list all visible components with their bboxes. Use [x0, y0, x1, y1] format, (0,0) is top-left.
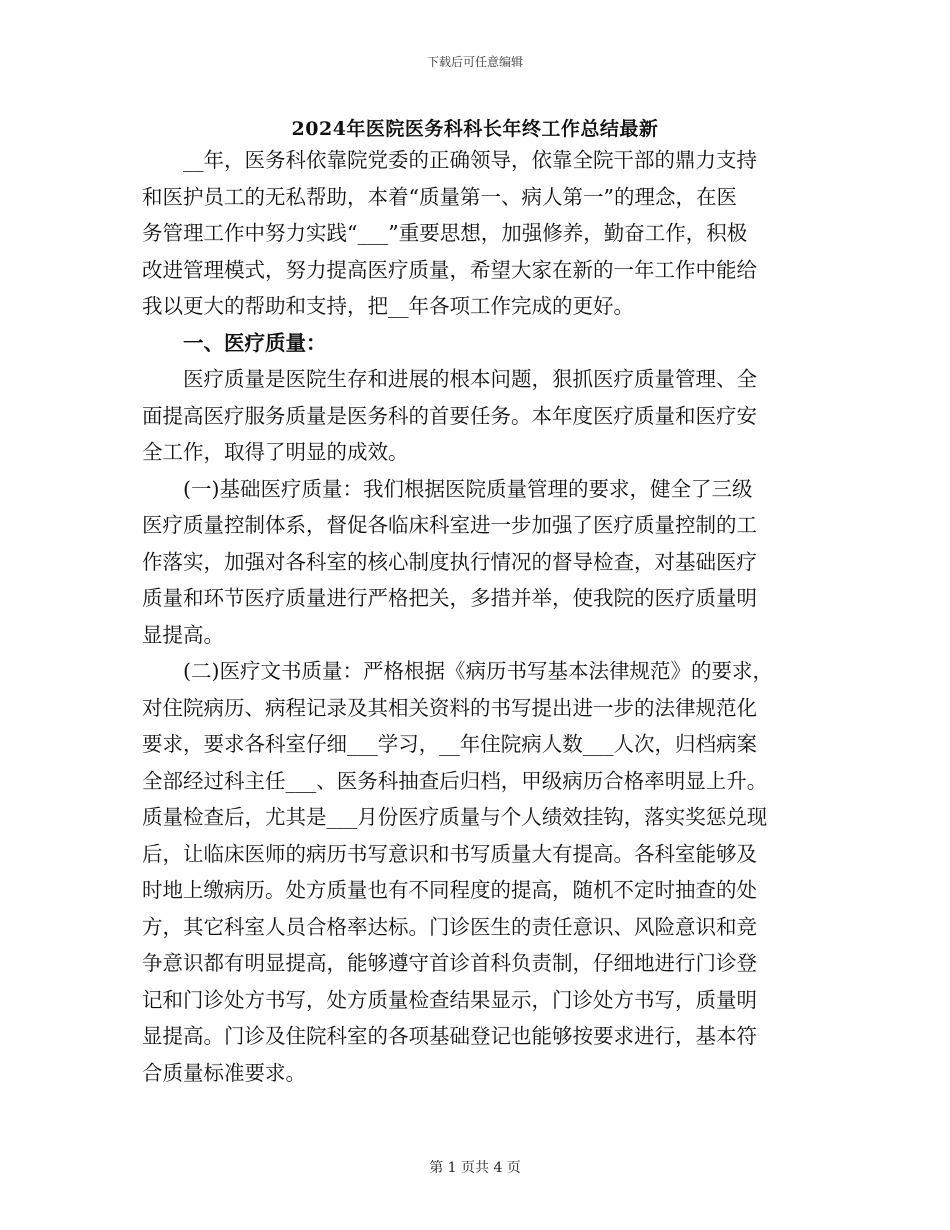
text-line: 全部经过科主任___、医务科抽查后归档，甲级病历合格率明显上升。 — [142, 768, 768, 793]
document-body — [142, 142, 806, 1091]
header-note: 下载后可任意编辑 — [426, 55, 523, 69]
text-line: 后，让临床医师的病历书写意识和书写质量大有提高。各科室能够及 — [142, 841, 757, 866]
text-line: 记和门诊处方书写，处方质量检查结果显示，门诊处方书写，质量明 — [142, 987, 757, 1012]
text-line: 质量检查后，尤其是___月份医疗质量与个人绩效挂钩，落实奖惩兑现 — [142, 805, 768, 829]
page-number: 第 1 页共 4 页 — [429, 1160, 521, 1176]
text-line: (一)基础医疗质量：我们根据医院质量管理的要求，健全了三级 — [183, 476, 753, 501]
text-line: 面提高医疗服务质量是医务科的首要任务。本年度医疗质量和医疗安 — [142, 403, 757, 428]
text-line: 和医护员工的无私帮助，本着“质量第一、病人第一”的理念，在医 — [142, 184, 737, 209]
text-line: 改进管理模式，努力提高医疗质量，希望大家在新的一年工作中能给 — [142, 257, 757, 282]
document-title: 2024年医院医务科科长年终工作总结最新 — [291, 118, 659, 140]
section-heading: 一、医疗质量： — [183, 330, 327, 355]
text-line: __年，医务科依靠院党委的正确领导，依靠全院干部的鼎力支持 — [183, 148, 757, 172]
text-line: 医疗质量是医院生存和进展的根本问题，狠抓医疗质量管理、全 — [183, 367, 757, 391]
text-line: 医疗质量控制体系，督促各临床科室进一步加强了医疗质量控制的工 — [142, 513, 757, 537]
text-line: 合质量标准要求。 — [142, 1060, 306, 1085]
text-line: 我以更大的帮助和支持，把__年各项工作完成的更好。 — [142, 294, 634, 318]
text-line: 争意识都有明显提高，能够遵守首诊首科负责制，仔细地进行门诊登 — [142, 951, 757, 975]
text-line: 要求，要求各科室仔细___学习，__年住院病人数___人次，归档病案 — [142, 732, 757, 756]
text-line: 作落实，加强对各科室的核心制度执行情况的督导检查，对基础医疗 — [142, 549, 757, 574]
text-line: 务管理工作中努力实践“___”重要思想，加强修养，勤奋工作，积极 — [142, 221, 748, 245]
text-line: 显提高。门诊及住院科室的各项基础登记也能够按要求进行，基本符 — [142, 1024, 757, 1048]
text-line: 全工作，取得了明显的成效。 — [142, 440, 409, 464]
text-line: 对住院病历、病程记录及其相关资料的书写提出进一步的法律规范化 — [142, 695, 757, 720]
text-line: (二)医疗文书质量：严格根据《病历书写基本法律规范》的要求， — [183, 659, 773, 683]
text-line: 质量和环节医疗质量进行严格把关，多措并举，使我院的医疗质量明 — [142, 586, 757, 610]
text-line: 时地上缴病历。处方质量也有不同程度的提高，随机不定时抽查的处 — [142, 878, 757, 902]
text-line: 显提高。 — [142, 622, 224, 647]
text-line: 方，其它科室人员合格率达标。门诊医生的责任意识、风险意识和竞 — [142, 914, 757, 939]
